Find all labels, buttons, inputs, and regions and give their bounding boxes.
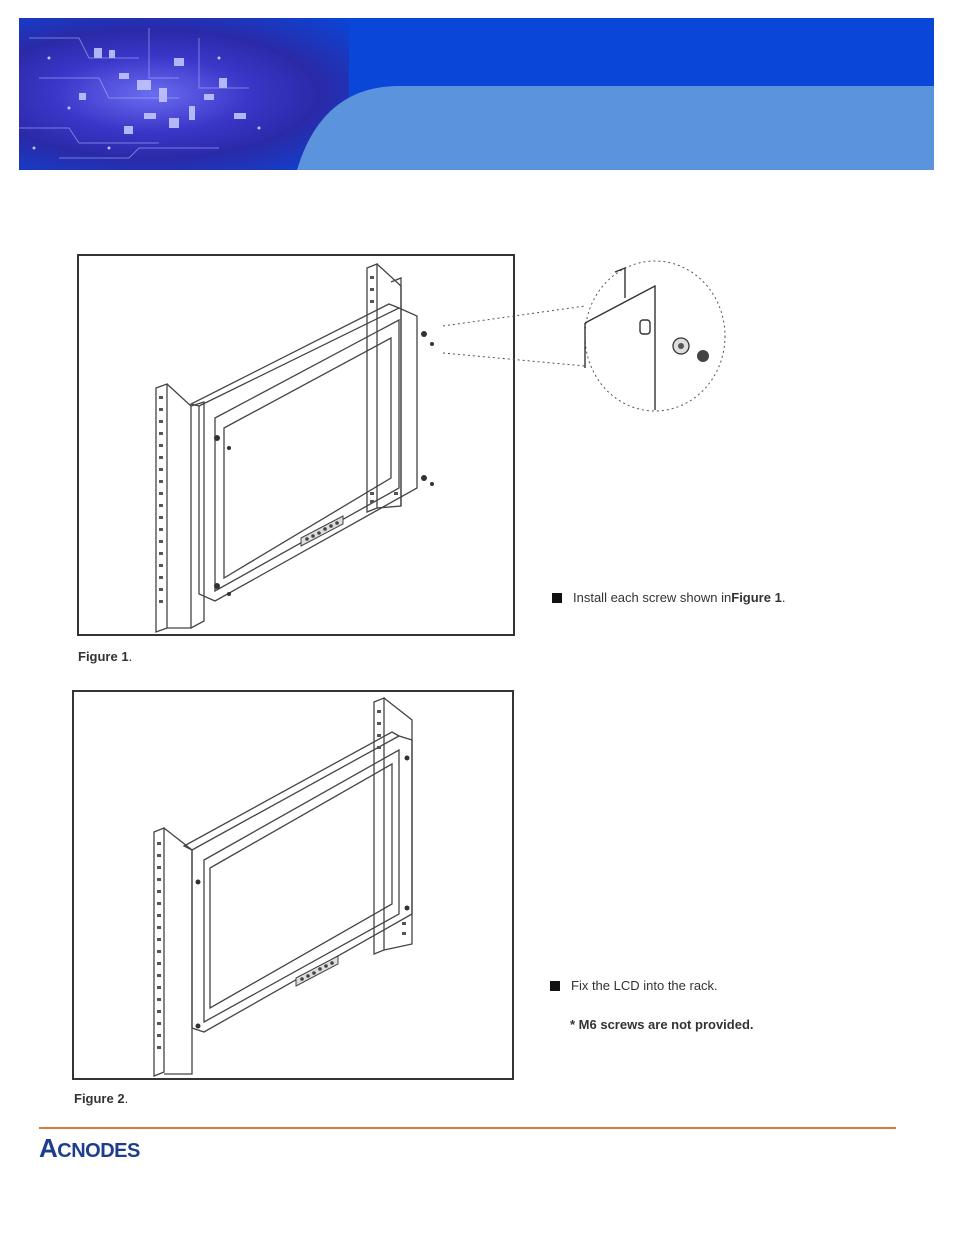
figure-2-label: Figure 2 [74, 1091, 125, 1106]
bullet-square-icon [552, 593, 562, 603]
screws-note: * M6 screws are not provided. [570, 1017, 754, 1032]
figure-1-instruction [552, 590, 785, 605]
figure-2-frame [72, 690, 514, 1080]
logo-first-letter: A [39, 1133, 58, 1163]
acnodes-logo [39, 1133, 140, 1164]
banner-curve-shape [19, 18, 934, 170]
instruction-prefix: Install each screw shown in [573, 590, 732, 605]
instruction-text: Fix the LCD into the rack. [571, 978, 718, 993]
figure-2-caption [74, 1091, 128, 1106]
figure-2-period: . [124, 1091, 129, 1106]
figure-1-label: Figure 1 [78, 649, 129, 664]
footer-divider [39, 1127, 896, 1129]
logo-rest: CNODES [57, 1140, 140, 1162]
bullet-square-icon [550, 981, 560, 991]
header-banner [19, 18, 934, 170]
figure-1-period: . [128, 649, 133, 664]
instruction-figure-ref: Figure 1 [731, 590, 782, 605]
lcd-fixed-in-rack-illustration [74, 692, 512, 1078]
figure-2-instruction [550, 978, 718, 993]
instruction-suffix: . [781, 590, 786, 605]
figure-1-caption [78, 649, 132, 664]
screw-detail-magnifier [435, 258, 735, 418]
